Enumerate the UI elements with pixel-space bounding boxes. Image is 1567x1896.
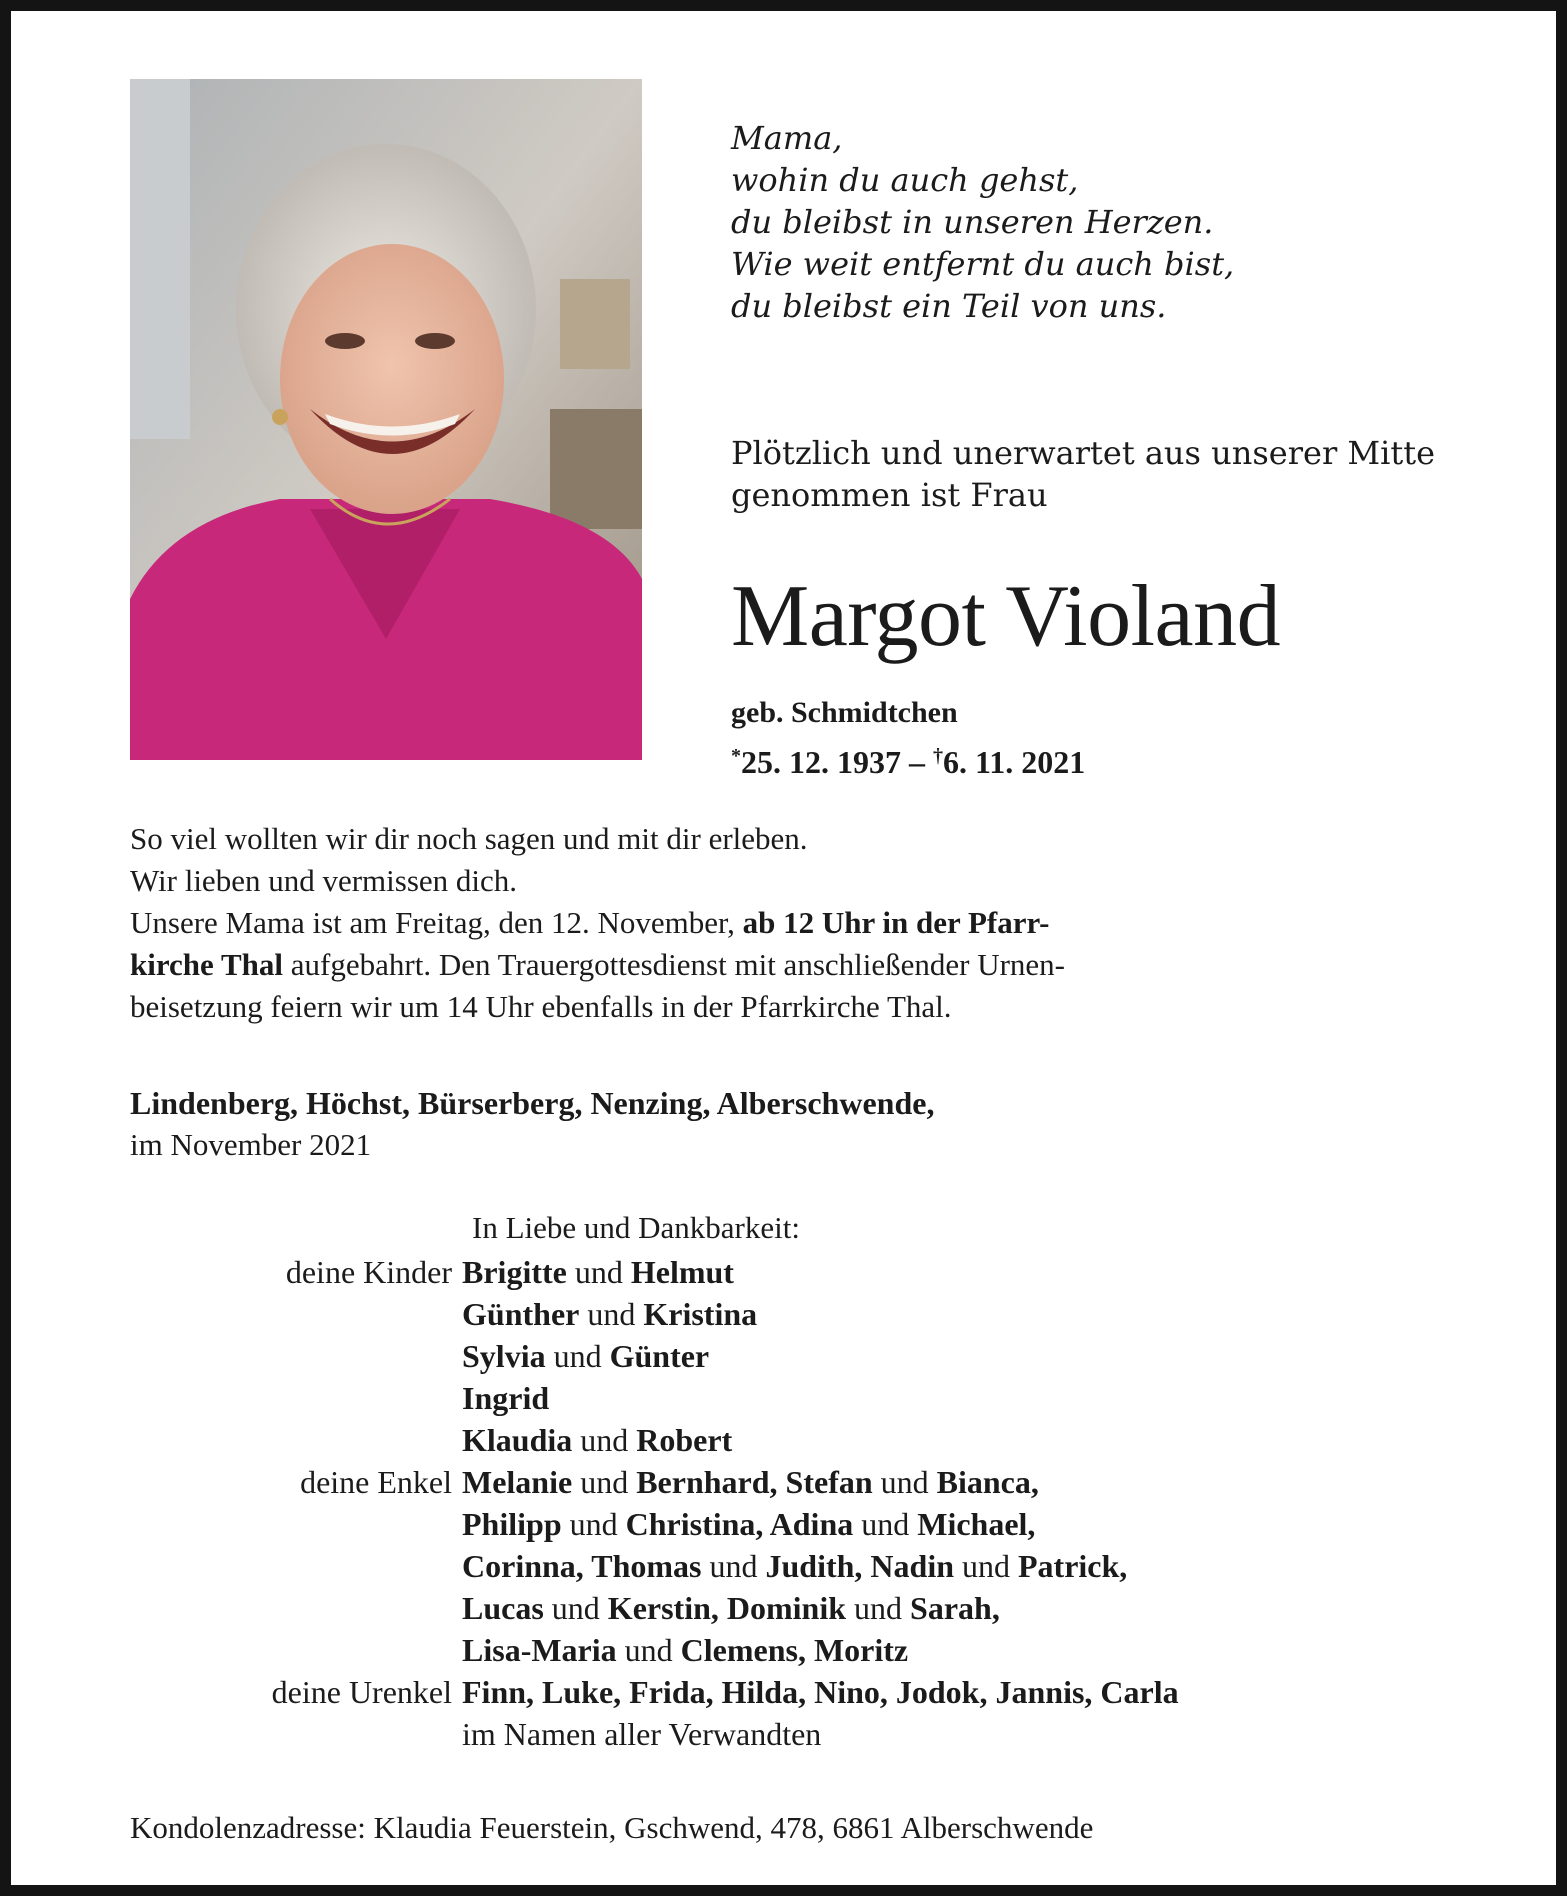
message-line: Wir lieben und vermissen dich. xyxy=(130,863,518,898)
mourner-name: Kristina xyxy=(643,1296,758,1332)
mourner-name: Sarah, xyxy=(910,1590,1000,1626)
mourner-row xyxy=(130,1587,1460,1629)
mourner-name: Judith, Nadin xyxy=(765,1548,954,1584)
conjunction: und xyxy=(561,1506,626,1542)
message-line xyxy=(130,902,1450,944)
life-dates xyxy=(731,736,1085,782)
mourner-names xyxy=(462,1335,709,1377)
mourner-name: Philipp xyxy=(462,1506,562,1542)
mourner-row xyxy=(130,1671,1460,1713)
mourner-name: Lisa-Maria xyxy=(462,1632,617,1668)
thanks-line: In Liebe und Dankbarkeit: xyxy=(472,1210,800,1245)
enkel-label: deine Enkel xyxy=(300,1464,452,1500)
conjunction: und xyxy=(872,1464,937,1500)
message-segment: aufgebahrt. Den Trauergottesdienst mit anschließender Urnen- xyxy=(283,947,1066,982)
birth-symbol: * xyxy=(731,745,741,767)
mourner-row xyxy=(130,1713,1460,1755)
message-segment: Unsere Mama ist am Freitag, den 12. November, xyxy=(130,905,743,940)
mourner-name: Günter xyxy=(609,1338,710,1374)
enkel-line xyxy=(462,1629,908,1671)
death-symbol: † xyxy=(933,745,943,767)
conjunction: und xyxy=(616,1632,681,1668)
conjunction: und xyxy=(846,1590,911,1626)
mourner-row xyxy=(130,1629,1460,1671)
birth-name: geb. Schmidtchen xyxy=(731,696,958,729)
mourner-names xyxy=(462,1671,1179,1713)
mourner-name: Michael, xyxy=(917,1506,1036,1542)
mourner-row xyxy=(130,1419,1460,1461)
mourner-name: Bianca, xyxy=(936,1464,1039,1500)
mourner-name: Sylvia xyxy=(462,1338,546,1374)
conjunction: und xyxy=(572,1464,637,1500)
mourner-row xyxy=(130,1293,1460,1335)
mourner-name: Robert xyxy=(636,1422,733,1458)
mourner-names xyxy=(462,1419,732,1461)
deceased-name: Margot Violand xyxy=(731,568,1281,665)
places-line: Lindenberg, Höchst, Bürserberg, Nenzing, Alberschwende, xyxy=(130,1085,935,1121)
enkel-line xyxy=(462,1587,1000,1629)
intro-line: genommen ist Frau xyxy=(731,476,1048,514)
conjunction: und xyxy=(954,1548,1018,1584)
mourner-name: Ingrid xyxy=(462,1380,550,1416)
death-date: 6. 11. 2021 xyxy=(943,744,1086,780)
mourner-row xyxy=(130,1335,1460,1377)
mourners-list xyxy=(130,1251,1460,1755)
closing-line: im Namen aller Verwandten xyxy=(462,1716,822,1752)
poem-line: wohin du auch gehst, xyxy=(731,161,1079,199)
conjunction: und xyxy=(545,1338,610,1374)
poem-line: du bleibst in unseren Herzen. xyxy=(731,203,1214,241)
poem-line: du bleibst ein Teil von uns. xyxy=(731,287,1167,325)
urenkel-names: Finn, Luke, Frida, Hilda, Nino, Jodok, Jannis, Carla xyxy=(462,1674,1179,1710)
date-line: im November 2021 xyxy=(130,1127,372,1162)
mourner-row xyxy=(130,1251,1460,1293)
conjunction: und xyxy=(701,1548,766,1584)
mourner-name: Bernhard, Stefan xyxy=(636,1464,873,1500)
poem-line: Wie weit entfernt du auch bist, xyxy=(731,245,1235,283)
urenkel-label: deine Urenkel xyxy=(271,1674,452,1710)
mourner-name: Helmut xyxy=(630,1254,734,1290)
mourner-names xyxy=(462,1293,757,1335)
message-bold-segment: ab 12 Uhr in der Pfarr- xyxy=(742,905,1050,940)
message-text xyxy=(130,818,1450,1028)
portrait-photo xyxy=(130,79,642,760)
enkel-line xyxy=(462,1545,1127,1587)
mourner-row xyxy=(130,1545,1460,1587)
mourner-name: Clemens, Moritz xyxy=(680,1632,909,1668)
mourner-names xyxy=(462,1377,549,1419)
mourner-name: Klaudia xyxy=(462,1422,573,1458)
conjunction: und xyxy=(572,1422,637,1458)
conjunction: und xyxy=(566,1254,631,1290)
mourner-name: Brigitte xyxy=(462,1254,567,1290)
mourner-name: Kerstin, Dominik xyxy=(607,1590,847,1626)
mourner-name: Melanie xyxy=(462,1464,573,1500)
poem-line: Mama, xyxy=(731,119,843,157)
enkel-line xyxy=(462,1503,1035,1545)
enkel-line xyxy=(462,1461,1039,1503)
birth-date: 25. 12. 1937 xyxy=(741,744,901,780)
mourner-row xyxy=(130,1503,1460,1545)
mourner-name: Lucas xyxy=(462,1590,544,1626)
mourner-row xyxy=(130,1461,1460,1503)
mourner-name: Patrick, xyxy=(1018,1548,1128,1584)
mourner-name: Christina, Adina xyxy=(625,1506,854,1542)
conjunction: und xyxy=(853,1506,918,1542)
message-line: beisetzung feiern wir um 14 Uhr ebenfalls in der Pfarrkirche Thal. xyxy=(130,989,952,1024)
mourner-name: Günther xyxy=(462,1296,580,1332)
message-line: So viel wollten wir dir noch sagen und mit dir erleben. xyxy=(130,821,808,856)
condolence-address: Kondolenzadresse: Klaudia Feuerstein, Gschwend, 478, 6861 Alberschwende xyxy=(130,1810,1094,1845)
mourner-row xyxy=(130,1377,1460,1419)
mourner-names xyxy=(462,1251,734,1293)
kinder-label: deine Kinder xyxy=(285,1254,452,1290)
date-separator: – xyxy=(901,744,933,780)
obituary-sheet xyxy=(11,11,1556,1885)
intro-text xyxy=(731,432,1435,516)
conjunction: und xyxy=(579,1296,644,1332)
message-bold-segment: kirche Thal xyxy=(130,947,284,982)
poem xyxy=(731,117,1234,327)
message-line xyxy=(130,944,1450,986)
mourner-name: Corinna, Thomas xyxy=(462,1548,702,1584)
intro-line: Plötzlich und unerwartet aus unserer Mitte xyxy=(731,434,1436,472)
conjunction: und xyxy=(543,1590,608,1626)
